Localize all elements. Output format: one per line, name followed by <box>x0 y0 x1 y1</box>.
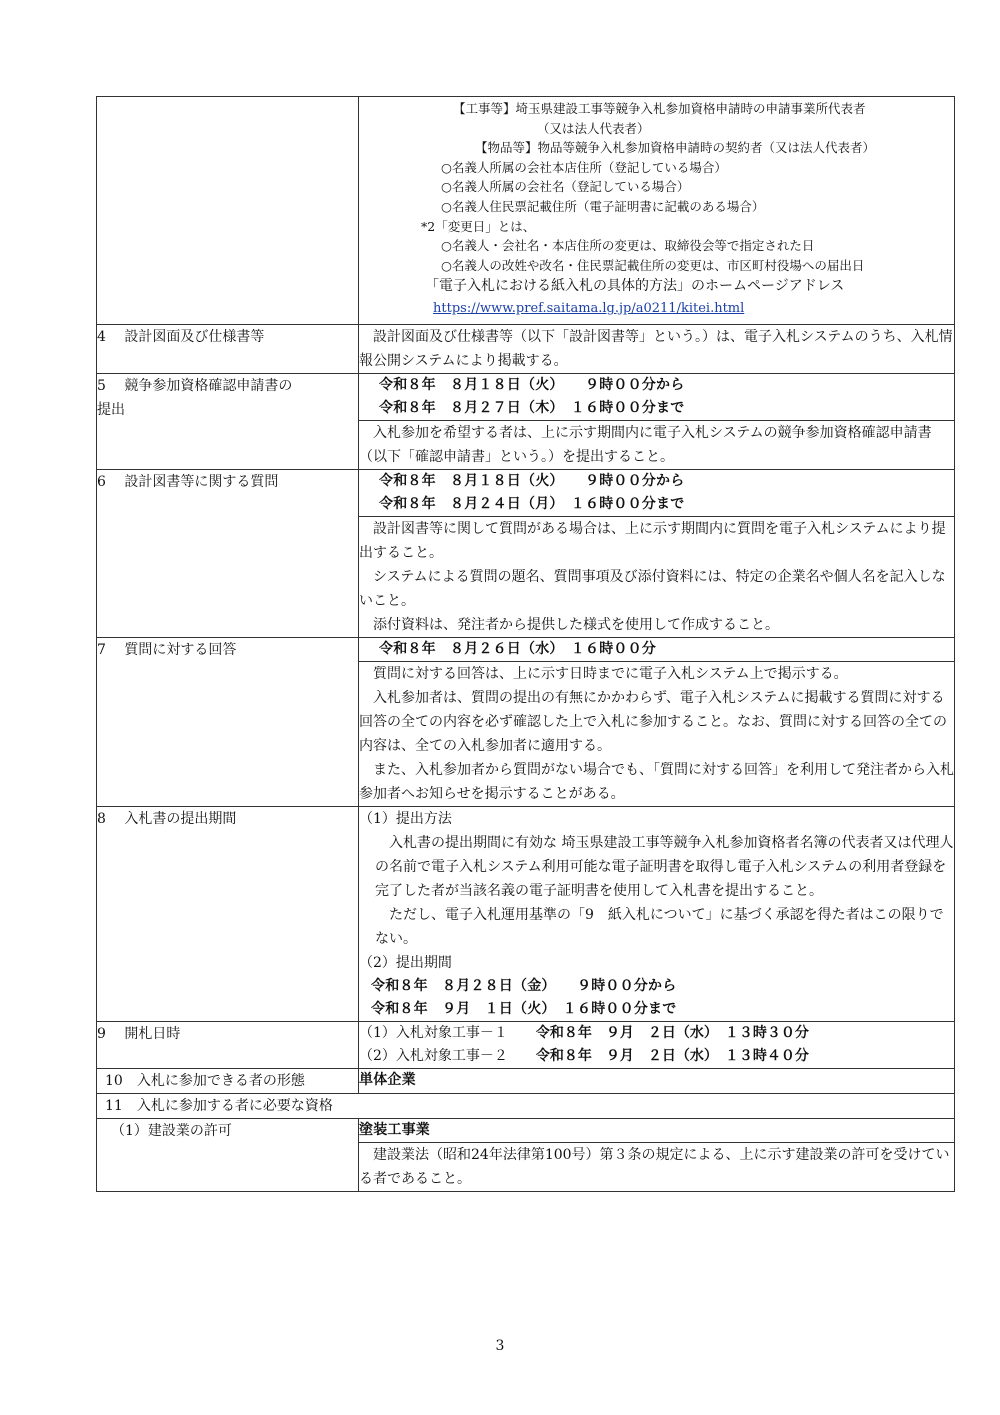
table-row <box>97 638 955 662</box>
subheading: （2）提出期間 <box>359 955 452 972</box>
section-label-line: 5 競争参加資格確認申請書の <box>97 378 293 395</box>
section-content <box>359 662 955 807</box>
homepage-url-link[interactable]: https://www.pref.saitama.lg.jp/a0211/kitei.html <box>433 301 745 317</box>
empty-label-cell <box>97 97 359 325</box>
opening-datetime: 令和８年 ９月 ２日（水） １３時３０分 <box>535 1025 809 1042</box>
note-line: ○名義人の改姓や改名・住民票記載住所の変更は、市区町村役場への届出日 <box>441 257 865 273</box>
schedule-cell <box>359 470 955 517</box>
schedule-to: 令和８年 ９月 １日（火） １６時００分まで <box>371 1001 677 1018</box>
section-label: 6 設計図書等に関する質問 <box>97 470 359 638</box>
section-label: 7 質問に対する回答 <box>97 638 359 807</box>
opening-datetime: 令和８年 ９月 ２日（水） １３時４０分 <box>535 1048 809 1065</box>
body-text: ただし、電子入札運用基準の「9 紙入札について」に基づく承認を得た者はこの限りでない。 <box>375 907 944 948</box>
note-line: ○名義人・会社名・本店住所の変更は、取締役会等で指定された日 <box>441 238 815 254</box>
schedule-cell <box>359 638 955 662</box>
body-text: 設計図面及び仕様書等（以下「設計図書等」という。）は、電子入札システムのうち、入札情報公開システムにより掲載する。 <box>359 329 953 370</box>
schedule-cell <box>359 374 955 421</box>
table-row <box>97 325 955 374</box>
specification-table <box>96 96 955 1192</box>
opening-target: （2）入札対象工事－２ <box>359 1048 508 1065</box>
schedule-from: 令和８年 ８月１８日（火） ９時００分から <box>379 377 685 394</box>
table-row <box>97 470 955 517</box>
section-label: 9 開札日時 <box>97 1022 359 1069</box>
schedule-to: 令和８年 ８月２７日（木） １６時００分まで <box>379 400 685 417</box>
body-text: システムによる質問の題名、質問事項及び添付資料には、特定の企業名や個人名を記入しないこと。 <box>359 569 946 610</box>
body-text: 設計図書等に関して質問がある場合は、上に示す期間内に質問を電子入札システムにより提出すること。 <box>359 521 946 562</box>
schedule-from: 令和８年 ８月２８日（金） ９時００分から <box>371 978 677 995</box>
body-text: 入札書の提出期間に有効な 埼玉県建設工事等競争入札参加資格者名簿の代表者又は代理人の名前で電子入札システム利用可能な電子証明書を取得し電子入札システムの利用者登録を完了した者が当該名義の電子証明書を使用して入札書を提出すること。 <box>375 835 954 900</box>
note-line: ○名義人所属の会社名（登記している場合） <box>441 179 690 195</box>
continuation-cell <box>359 97 955 325</box>
body-text: 建設業法（昭和24年法律第100号）第３条の規定による、上に示す建設業の許可を受けている者であること。 <box>359 1147 950 1188</box>
body-text: また、入札参加者から質問がない場合でも、「質問に対する回答」を利用して発注者から入札参加者へお知らせを掲示することがある。 <box>359 762 954 803</box>
homepage-notice: 「電子入札における紙入札の具体的方法」のホームページアドレス <box>425 278 845 295</box>
body-text: 入札参加を希望する者は、上に示す期間内に電子入札システムの競争参加資格確認申請書（以下「確認申請書」という。）を提出すること。 <box>359 425 932 466</box>
table-row <box>97 1119 955 1143</box>
section-content <box>359 325 955 374</box>
opening-row <box>359 1045 954 1068</box>
schedule-from: 令和８年 ８月１８日（火） ９時００分から <box>379 473 685 490</box>
subheading: （1）提出方法 <box>359 811 452 828</box>
answer-date: 令和８年 ８月２６日（水） １６時００分 <box>379 641 656 658</box>
note-line: （又は法人代表者） <box>537 120 650 136</box>
section-label: 8 入札書の提出期間 <box>97 807 359 1022</box>
note-line: *2「変更日」とは、 <box>421 218 536 234</box>
page-number: 3 <box>495 1338 505 1354</box>
body-text: 添付資料は、発注者から提供した様式を使用して作成すること。 <box>373 617 779 634</box>
opening-target: （1）入札対象工事－１ <box>359 1025 508 1042</box>
table-row <box>97 1094 955 1119</box>
table-row <box>97 807 955 1022</box>
section-label <box>97 374 359 470</box>
note-line: 【物品等】物品等競争入札参加資格申請時の契約者（又は法人代表者） <box>475 140 876 156</box>
section-label: 4 設計図面及び仕様書等 <box>97 325 359 374</box>
section-content <box>359 807 955 1022</box>
table-row <box>97 97 955 325</box>
section-label: （1）建設業の許可 <box>97 1119 359 1192</box>
section-content <box>359 1119 955 1143</box>
note-line: ○名義人住民票記載住所（電子証明書に記載のある場合） <box>441 198 765 214</box>
section-label-line: 提出 <box>97 402 125 419</box>
license-type: 塗装工事業 <box>359 1122 430 1139</box>
body-text: 入札参加者は、質問の提出の有無にかかわらず、電子入札システムに掲載する質問に対する回答の全ての内容を必ず確認した上で入札に参加すること。なお、質問に対する回答の全ての内容は、全ての入札参加者に適用する。 <box>359 690 947 755</box>
schedule-to: 令和８年 ８月２４日（月） １６時００分まで <box>379 496 685 513</box>
section-label: 11 入札に参加する者に必要な資格 <box>97 1094 955 1119</box>
participation-form: 単体企業 <box>359 1072 416 1089</box>
note-line: ○名義人所属の会社本店住所（登記している場合） <box>441 159 727 175</box>
section-content <box>359 421 955 470</box>
note-line: 【工事等】埼玉県建設工事等競争入札参加資格申請時の申請事業所代表者 <box>453 101 866 116</box>
section-content <box>359 517 955 638</box>
table-row <box>97 1022 955 1069</box>
section-content <box>359 1143 955 1192</box>
body-text: 質問に対する回答は、上に示す日時までに電子入札システム上で掲示する。 <box>373 666 848 683</box>
section-content <box>359 1069 955 1094</box>
table-row <box>97 374 955 421</box>
opening-row <box>359 1022 954 1045</box>
section-label: 10 入札に参加できる者の形態 <box>97 1069 359 1094</box>
table-row <box>97 1069 955 1094</box>
section-content <box>359 1022 955 1069</box>
